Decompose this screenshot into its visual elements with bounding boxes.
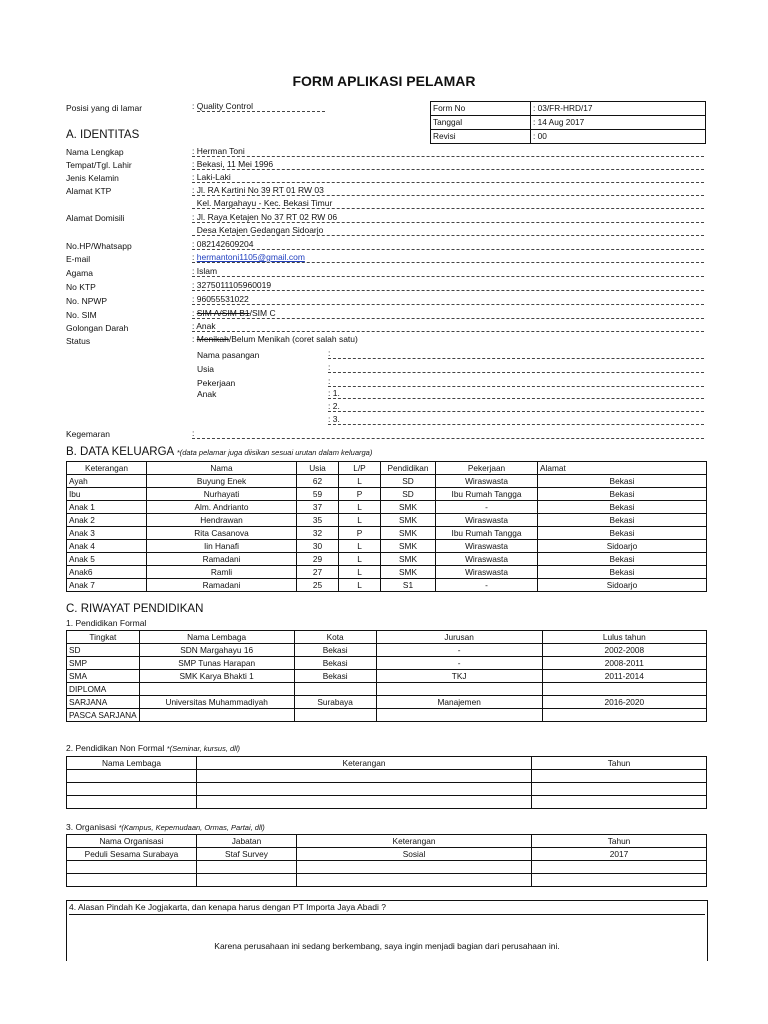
family-row-cell[interactable]: Wiraswasta — [436, 475, 538, 488]
col-header: Tahun — [532, 757, 707, 770]
formal-row-cell[interactable] — [294, 683, 376, 696]
child-1-field[interactable]: : 1. — [328, 388, 704, 399]
org-row-cell[interactable] — [297, 861, 532, 874]
family-row-cell[interactable]: L — [339, 553, 381, 566]
col-header: Keterangan — [67, 462, 147, 475]
family-row — [67, 566, 707, 579]
position-label: Posisi yang di lamar — [66, 103, 143, 113]
formal-row — [67, 683, 707, 696]
col-header: Alamat — [538, 462, 707, 475]
family-row-cell[interactable]: L — [339, 514, 381, 527]
col-header: Nama Lembaga — [139, 631, 294, 644]
field-label: Agama — [66, 268, 93, 278]
family-row-cell[interactable]: 30 — [297, 540, 339, 553]
domicile-field[interactable]: : Jl. Raya Ketajen No 37 RT 02 RW 06 — [192, 212, 704, 223]
col-header: L/P — [339, 462, 381, 475]
formal-row-cell[interactable]: SMK Karya Bhakti 1 — [139, 670, 294, 683]
nonformal-row — [67, 770, 707, 783]
family-row-cell[interactable]: 59 — [297, 488, 339, 501]
formal-row — [67, 644, 707, 657]
full-name-field[interactable]: : Herman Toni — [192, 146, 704, 157]
formal-row-cell[interactable]: Manajemen — [376, 696, 542, 709]
col-header: Pendidikan — [381, 462, 436, 475]
formal-row-cell[interactable]: SMP — [67, 657, 140, 670]
family-row-cell[interactable]: P — [339, 527, 381, 540]
formal-row-cell[interactable]: TKJ — [376, 670, 542, 683]
formal-row-cell[interactable]: 2008-2011 — [542, 657, 706, 670]
formal-row-cell[interactable] — [376, 683, 542, 696]
col-header: Usia — [297, 462, 339, 475]
family-row — [67, 475, 707, 488]
family-row-cell[interactable]: Bekasi — [538, 527, 707, 540]
formal-row-cell[interactable]: SMP Tunas Harapan — [139, 657, 294, 670]
formal-row-cell[interactable]: Universitas Muhammadiyah — [139, 696, 294, 709]
family-row-cell[interactable]: Anak6 — [67, 566, 147, 579]
formal-header-row — [67, 631, 707, 644]
col-header: Lulus tahun — [542, 631, 706, 644]
family-row-cell[interactable]: Ibu Rumah Tangga — [436, 488, 538, 501]
org-row — [67, 874, 707, 887]
formal-row-cell[interactable]: SDN Margahayu 16 — [139, 644, 294, 657]
family-row-cell[interactable]: Anak 3 — [67, 527, 147, 540]
formal-row-cell[interactable] — [542, 709, 706, 722]
revision-value: : 00 — [531, 130, 706, 144]
formal-row-cell[interactable]: Bekasi — [294, 644, 376, 657]
gender-field[interactable]: : Laki-Laki — [192, 172, 704, 183]
field-label: Golongan Darah — [66, 323, 129, 333]
org-row-cell[interactable] — [67, 874, 197, 887]
phone-field[interactable]: : 082142609204 — [192, 239, 704, 250]
form-meta-table — [430, 101, 706, 144]
formal-row-cell[interactable]: SMA — [67, 670, 140, 683]
children-label: Anak — [197, 389, 217, 399]
field-label: Nama Lengkap — [66, 147, 124, 157]
family-row-cell[interactable]: Anak 2 — [67, 514, 147, 527]
family-row-cell[interactable]: Buyung Enek — [147, 475, 297, 488]
family-row — [67, 488, 707, 501]
family-row-cell[interactable]: Sidoarjo — [538, 579, 707, 592]
family-table — [66, 461, 707, 592]
family-row — [67, 553, 707, 566]
org-row — [67, 848, 707, 861]
family-row-cell[interactable]: Sidoarjo — [538, 540, 707, 553]
family-row-cell[interactable]: L — [339, 501, 381, 514]
formal-row-cell[interactable] — [139, 683, 294, 696]
family-row-cell[interactable]: 25 — [297, 579, 339, 592]
family-row-cell[interactable]: Nurhayati — [147, 488, 297, 501]
org-header-row — [67, 835, 707, 848]
formal-education-table — [66, 630, 707, 722]
formal-row — [67, 657, 707, 670]
col-header: Tahun — [532, 835, 707, 848]
field-label: Tempat/Tgl. Lahir — [66, 160, 132, 170]
nonformal-row-cell[interactable] — [197, 783, 532, 796]
col-header: Keterangan — [197, 757, 532, 770]
section-b-note: *(data pelamar juga diisikan sesuai urutan dalam keluarga) — [176, 448, 373, 457]
org-row-cell[interactable] — [197, 861, 297, 874]
nonformal-row-cell[interactable] — [67, 770, 197, 783]
col-header: Pekerjaan — [436, 462, 538, 475]
family-row-cell[interactable]: P — [339, 488, 381, 501]
org-row-cell[interactable]: Sosial — [297, 848, 532, 861]
col-header: Kota — [294, 631, 376, 644]
family-row-cell[interactable]: Anak 5 — [67, 553, 147, 566]
nonformal-row-cell[interactable] — [532, 796, 707, 809]
nonformal-row-cell[interactable] — [197, 770, 532, 783]
family-row-cell[interactable]: 35 — [297, 514, 339, 527]
family-row — [67, 579, 707, 592]
religion-field[interactable]: : Islam — [192, 266, 704, 277]
form-meta-row — [431, 116, 706, 130]
org-row-cell[interactable] — [532, 874, 707, 887]
formal-row-cell[interactable]: 2016-2020 — [542, 696, 706, 709]
family-row-cell[interactable]: SMK — [381, 566, 436, 579]
nonformal-row-cell[interactable] — [67, 796, 197, 809]
spouse-field[interactable]: : — [328, 348, 704, 359]
family-row-cell[interactable]: Iin Hanafi — [147, 540, 297, 553]
child-3-field[interactable]: : 3. — [328, 414, 704, 425]
family-row-cell[interactable]: Hendrawan — [147, 514, 297, 527]
formal-row-cell[interactable]: 2002-2008 — [542, 644, 706, 657]
col-header: Keterangan — [297, 835, 532, 848]
domicile-line2[interactable]: Desa Ketajen Gedangan Sidoarjo — [192, 225, 704, 236]
formal-row-cell[interactable] — [376, 709, 542, 722]
field-label: No. SIM — [66, 310, 97, 320]
org-title: 3. Organisasi *(Kampus, Kepemudaan, Ormas, Partai, dll) — [66, 822, 265, 832]
family-row-cell[interactable]: Wiraswasta — [436, 553, 538, 566]
reason-answer: Karena perusahaan ini sedang berkembang, saya ingin menjadi bagian dari perusahaan ini. — [214, 941, 560, 951]
spouse-label: Nama pasangan — [197, 350, 260, 360]
nonformal-table — [66, 756, 707, 809]
field-label: Jenis Kelamin — [66, 173, 119, 183]
family-row-cell[interactable]: 29 — [297, 553, 339, 566]
date-value: : 14 Aug 2017 — [531, 116, 706, 130]
formal-row-cell[interactable] — [542, 683, 706, 696]
formal-row-cell[interactable]: Bekasi — [294, 657, 376, 670]
family-row-cell[interactable]: SMK — [381, 540, 436, 553]
family-row-cell[interactable]: Bekasi — [538, 514, 707, 527]
col-header: Tingkat — [67, 631, 140, 644]
field-label: Alamat KTP — [66, 186, 112, 196]
col-header: Nama Lembaga — [67, 757, 197, 770]
position-value[interactable]: : Quality Control — [192, 101, 329, 112]
formal-row-cell[interactable] — [294, 709, 376, 722]
family-row-cell[interactable]: L — [339, 540, 381, 553]
hobby-field[interactable]: : — [192, 428, 704, 439]
form-no-value: : 03/FR-HRD/17 — [531, 102, 706, 116]
formal-row-cell[interactable] — [139, 709, 294, 722]
ktp-number-field[interactable]: : 3275011105960019 — [192, 280, 704, 291]
family-row-cell[interactable]: Anak 7 — [67, 579, 147, 592]
family-row-cell[interactable]: 32 — [297, 527, 339, 540]
email-field[interactable]: : hermantoni1105@gmail.com — [192, 252, 704, 263]
form-no-label: Form No — [431, 102, 531, 116]
formal-row-cell[interactable]: 2011-2014 — [542, 670, 706, 683]
nonformal-header-row — [67, 757, 707, 770]
family-row-cell[interactable]: Bekasi — [538, 566, 707, 579]
family-row-cell[interactable]: Wiraswasta — [436, 540, 538, 553]
family-row-cell[interactable]: Bekasi — [538, 501, 707, 514]
family-row-cell[interactable]: Bekasi — [538, 553, 707, 566]
family-row-cell[interactable]: SD — [381, 475, 436, 488]
field-label: No KTP — [66, 282, 96, 292]
form-title: FORM APLIKASI PELAMAR — [292, 73, 476, 89]
family-row-cell[interactable]: Rita Casanova — [147, 527, 297, 540]
nonformal-row-cell[interactable] — [197, 796, 532, 809]
col-header: Jabatan — [197, 835, 297, 848]
family-row-cell[interactable]: Anak 1 — [67, 501, 147, 514]
field-label: No.HP/Whatsapp — [66, 241, 132, 251]
nonformal-row-cell[interactable] — [67, 783, 197, 796]
family-row-cell[interactable]: S1 — [381, 579, 436, 592]
organization-table — [66, 834, 707, 887]
col-header: Nama — [147, 462, 297, 475]
form-meta-row — [431, 102, 706, 116]
family-row-cell[interactable]: Anak 4 — [67, 540, 147, 553]
org-row-cell[interactable] — [197, 874, 297, 887]
family-row-cell[interactable]: L — [339, 566, 381, 579]
spouse-job-field[interactable]: : — [328, 376, 704, 387]
family-row-cell[interactable]: Ayah — [67, 475, 147, 488]
family-row-cell[interactable]: Bekasi — [538, 488, 707, 501]
family-row-cell[interactable]: Wiraswasta — [436, 566, 538, 579]
family-row — [67, 527, 707, 540]
nonformal-title: 2. Pendidikan Non Formal *(Seminar, kursus, dll) — [66, 743, 241, 753]
org-row-cell[interactable] — [67, 861, 197, 874]
birth-field[interactable]: : Bekasi, 11 Mei 1996 — [192, 159, 704, 170]
formal-row-cell[interactable]: SARJANA — [67, 696, 140, 709]
form-meta-row — [431, 130, 706, 144]
section-a-title: A. IDENTITAS — [66, 129, 140, 141]
nonformal-row — [67, 796, 707, 809]
family-row-cell[interactable]: Ibu — [67, 488, 147, 501]
family-row-cell[interactable]: Ramadani — [147, 579, 297, 592]
formal-row — [67, 670, 707, 683]
org-row-cell[interactable]: 2017 — [532, 848, 707, 861]
org-row-cell[interactable]: Peduli Sesama Surabaya — [67, 848, 197, 861]
org-row-cell[interactable]: Staf Survey — [197, 848, 297, 861]
family-row-cell[interactable]: Wiraswasta — [436, 514, 538, 527]
field-label: E-mail — [66, 254, 91, 264]
field-label: Alamat Domisili — [66, 213, 125, 223]
ktp-address-line2[interactable]: Kel. Margahayu - Kec. Bekasi Timur — [192, 198, 704, 209]
family-row-cell[interactable]: Alm. Andrianto — [147, 501, 297, 514]
sim-field[interactable]: : SIM A/SIM B1/SIM C — [192, 308, 704, 319]
formal-row-cell[interactable]: PASCA SARJANA — [67, 709, 140, 722]
field-label: No. NPWP — [66, 296, 108, 306]
family-row-cell[interactable]: SMK — [381, 527, 436, 540]
family-row-cell[interactable]: 62 — [297, 475, 339, 488]
revision-label: Revisi — [431, 130, 531, 144]
formal-row — [67, 709, 707, 722]
family-row-cell[interactable]: SMK — [381, 501, 436, 514]
org-row — [67, 861, 707, 874]
reason-question: 4. Alasan Pindah Ke Jogjakarta, dan kenapa harus dengan PT Importa Jaya Abadi ? — [69, 902, 705, 915]
family-row-cell[interactable]: 27 — [297, 566, 339, 579]
family-row-cell[interactable]: Ramli — [147, 566, 297, 579]
family-row — [67, 514, 707, 527]
nonformal-row-cell[interactable] — [532, 783, 707, 796]
marital-status-field[interactable]: : Menikah/Belum Menikah (coret salah satu) — [192, 334, 358, 344]
family-row-cell[interactable]: SMK — [381, 514, 436, 527]
child-2-field[interactable]: : 2. — [328, 401, 704, 412]
formal-row-cell[interactable]: Surabaya — [294, 696, 376, 709]
formal-row-cell[interactable]: SD — [67, 644, 140, 657]
field-label: Status — [66, 336, 91, 346]
formal-row-cell[interactable]: - — [376, 657, 542, 670]
age-label: Usia — [197, 364, 215, 374]
formal-row-cell[interactable]: - — [376, 644, 542, 657]
formal-row-cell[interactable]: Bekasi — [294, 670, 376, 683]
family-row — [67, 540, 707, 553]
col-header: Jurusan — [376, 631, 542, 644]
email-link: hermantoni1105@gmail.com — [196, 252, 305, 262]
blood-type-field[interactable]: : Anak — [192, 321, 704, 332]
family-row-cell[interactable]: - — [436, 579, 538, 592]
family-row-cell[interactable]: - — [436, 501, 538, 514]
ktp-address-field[interactable]: : Jl. RA Kartini No 39 RT 01 RW 03 — [192, 185, 704, 196]
formal-row — [67, 696, 707, 709]
section-c-title: C. RIWAYAT PENDIDIKAN — [66, 603, 204, 615]
org-row-cell[interactable] — [297, 874, 532, 887]
nonformal-row-cell[interactable] — [532, 770, 707, 783]
npwp-field[interactable]: : 96055531022 — [192, 294, 704, 305]
family-row-cell[interactable]: L — [339, 475, 381, 488]
family-row-cell[interactable]: Ramadani — [147, 553, 297, 566]
reason-box[interactable] — [66, 900, 708, 961]
formal-row-cell[interactable]: DIPLOMA — [67, 683, 140, 696]
section-b-title: B. DATA KELUARGA *(data pelamar juga diisikan sesuai urutan dalam keluarga) — [66, 446, 373, 458]
formal-education-title: 1. Pendidikan Formal — [66, 618, 147, 628]
job-label: Pekerjaan — [197, 378, 236, 388]
family-header-row — [67, 462, 707, 475]
date-label: Tanggal — [431, 116, 531, 130]
spouse-age-field[interactable]: : — [328, 362, 704, 373]
family-row-cell[interactable]: L — [339, 579, 381, 592]
col-header: Nama Organisasi — [67, 835, 197, 848]
family-row — [67, 501, 707, 514]
nonformal-row — [67, 783, 707, 796]
family-row-cell[interactable]: Ibu Rumah Tangga — [436, 527, 538, 540]
org-row-cell[interactable] — [532, 861, 707, 874]
family-row-cell[interactable]: 37 — [297, 501, 339, 514]
family-row-cell[interactable]: Bekasi — [538, 475, 707, 488]
family-row-cell[interactable]: SMK — [381, 553, 436, 566]
hobby-label: Kegemaran — [66, 429, 110, 439]
family-row-cell[interactable]: SD — [381, 488, 436, 501]
